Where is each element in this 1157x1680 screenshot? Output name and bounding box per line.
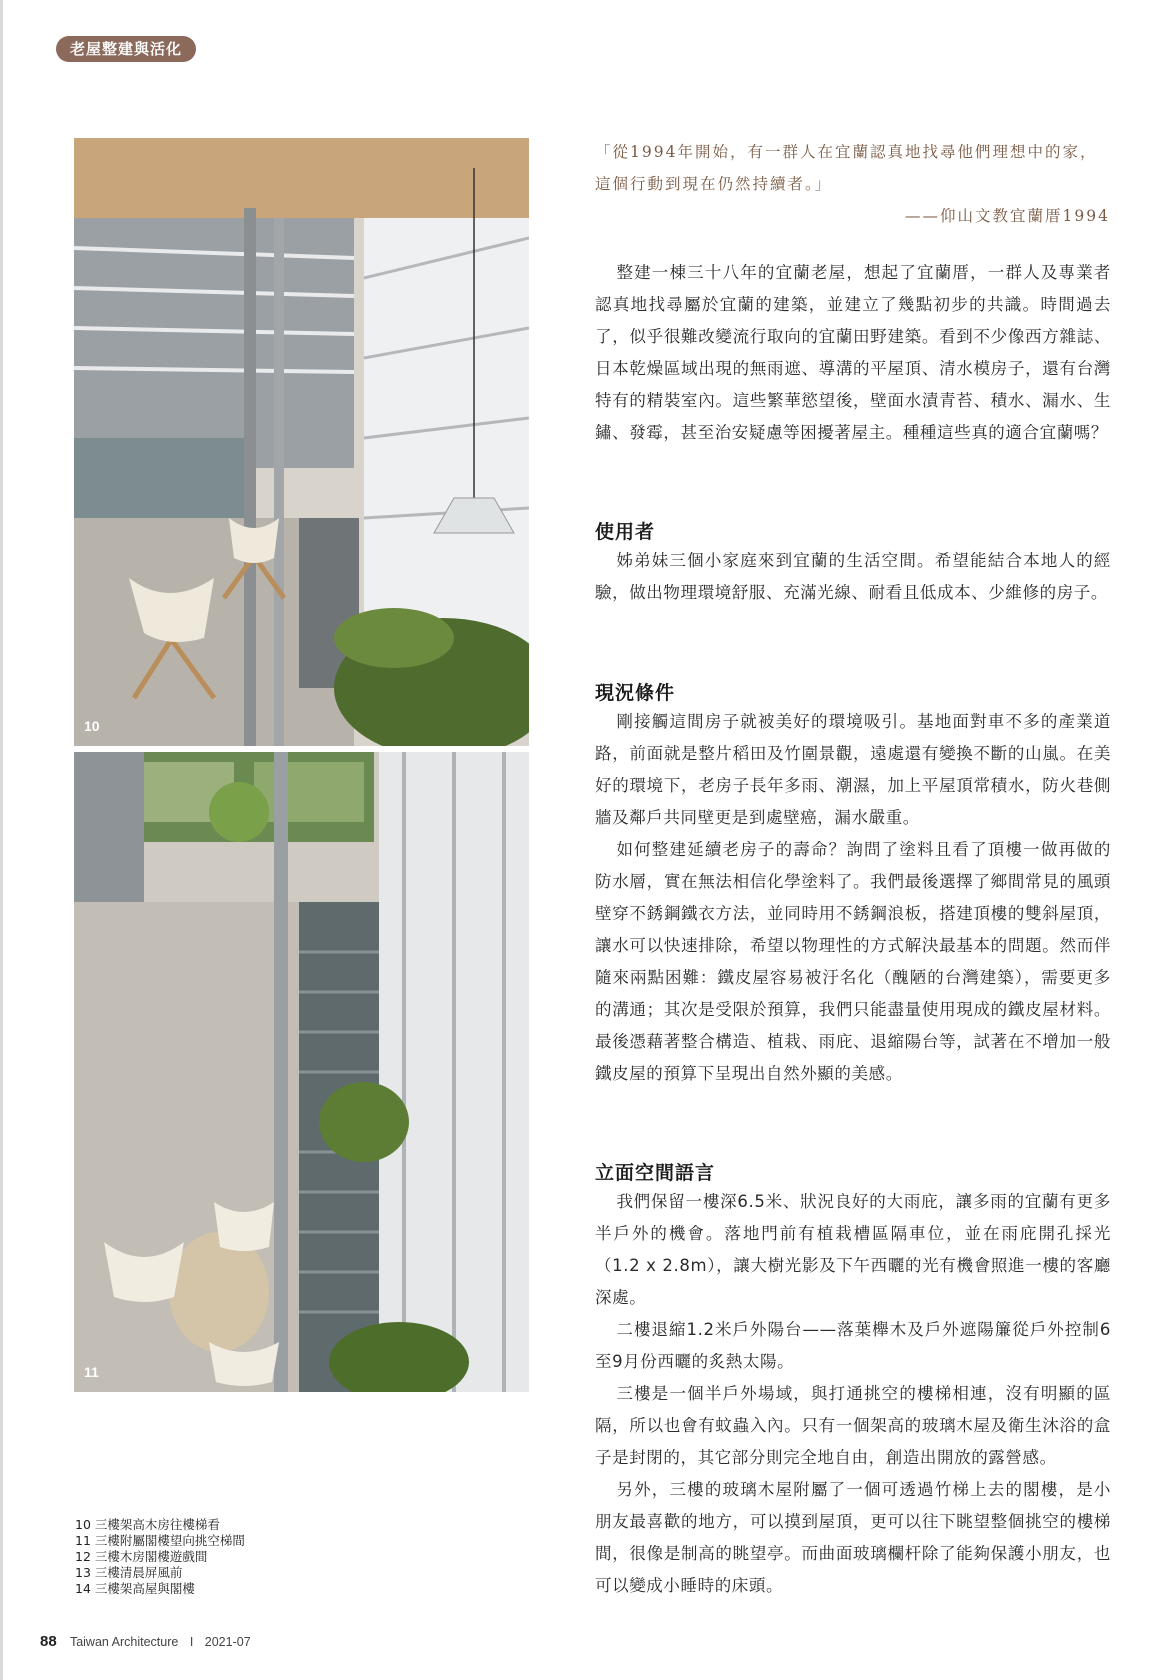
caption: 10 三樓架高木房往樓梯看 (75, 1517, 220, 1532)
photo-10 (74, 138, 529, 746)
issue-date: 2021-07 (204, 1635, 251, 1649)
page-footer (40, 1633, 251, 1650)
section-heading-conditions: 現況條件 (595, 682, 676, 704)
paragraph: 二樓退縮1.2米戶外陽台——落葉櫸木及戶外遮陽簾從戶外控制6至9月份西曬的炙熱太陽。 (595, 1320, 1111, 1371)
section-body-users (595, 545, 1111, 609)
quote-line: 「從1994年開始，有一群人在宜蘭認真地找尋他們理想中的家， (595, 143, 1098, 161)
caption: 11 三樓附屬閣樓望向挑空梯間 (75, 1533, 245, 1548)
quote-line: 這個行動到現在仍然持續者。」 (595, 175, 833, 193)
opening-quote (595, 136, 1110, 232)
quote-source: ——仰山文教宜蘭厝1994 (905, 207, 1110, 225)
photo-number: 10 (84, 718, 100, 734)
paragraph: 剛接觸這間房子就被美好的環境吸引。基地面對車不多的產業道路，前面就是整片稻田及竹圍景觀，遠處還有變換不斷的山嵐。在美好的環境下，老房子長年多雨、潮濕，加上平屋頂常積水，防火巷側牆及鄰戶共同壁更是到處壁癌，漏水嚴重。 (595, 712, 1111, 827)
paragraph: 姊弟妹三個小家庭來到宜蘭的生活空間。希望能結合本地人的經驗，做出物理環境舒服、充滿光線、耐看且低成本、少維修的房子。 (595, 551, 1111, 602)
photo-captions (75, 1517, 245, 1597)
photo-11-illustration (74, 752, 529, 1392)
magazine-name: Taiwan Architecture (69, 1635, 179, 1649)
intro-paragraph (595, 257, 1111, 449)
caption: 12 三樓木房閣樓遊戲間 (75, 1549, 208, 1564)
section-body-facade (595, 1186, 1111, 1602)
paragraph: 如何整建延續老房子的壽命？詢問了塗料且看了頂樓一做再做的防水層，實在無法相信化學塗料了。我們最後選擇了鄉間常見的風頭壁穿不銹鋼鐵衣方法，並同時用不銹鋼浪板，搭建頂樓的雙斜屋頂，讓水可以快速排除，希望以物理性的方式解決最基本的問題。然而伴隨來兩點困難：鐵皮屋容易被汙名化（醜陋的台灣建築），需要更多的溝通；其次是受限於預算，我們只能盡量使用現成的鐵皮屋材料。最後憑藉著整合構造、植栽、雨庇、退縮陽台等，試著在不增加一般鐵皮屋的預算下呈現出自然外顯的美感。 (595, 840, 1111, 1083)
photo-11 (74, 752, 529, 1392)
section-heading-users: 使用者 (595, 521, 656, 543)
paragraph: 三樓是一個半戶外場域，與打通挑空的樓梯相連，沒有明顯的區隔，所以也會有蚊蟲入內。只有一個架高的玻璃木屋及衛生沐浴的盒子是封閉的，其它部分則完全地自由，創造出開放的露營感。 (595, 1384, 1111, 1467)
footer-separator: I (189, 1635, 194, 1649)
photo-10-illustration (74, 138, 529, 746)
paragraph: 我們保留一樓深6.5米、狀況良好的大雨庇，讓多雨的宜蘭有更多半戶外的機會。落地門前有植栽槽區隔車位，並在雨庇開孔採光（1.2 x 2.8m），讓大樹光影及下午西曬的光有機會照進一樓的客廳深處。 (595, 1192, 1111, 1307)
section-body-conditions (595, 706, 1111, 1090)
photo-number: 11 (84, 1364, 99, 1380)
caption: 14 三樓架高屋與閣樓 (75, 1581, 195, 1596)
page-number: 88 (40, 1633, 57, 1650)
page-edge-rule (0, 0, 3, 1680)
section-heading-facade: 立面空間語言 (595, 1162, 716, 1184)
section-tag: 老屋整建與活化 (56, 36, 196, 62)
paragraph: 整建一棟三十八年的宜蘭老屋，想起了宜蘭厝，一群人及專業者認真地找尋屬於宜蘭的建築，並建立了幾點初步的共識。時間過去了，似乎很難改變流行取向的宜蘭田野建築。看到不少像西方雜誌、日本乾燥區域出現的無雨遮、導溝的平屋頂、清水模房子，還有台灣特有的精裝室內。這些繁華慾望後，壁面水漬青苔、積水、漏水、生鏽、發霉，甚至治安疑慮等困擾著屋主。種種這些真的適合宜蘭嗎？ (595, 263, 1111, 442)
paragraph: 另外，三樓的玻璃木屋附屬了一個可透過竹梯上去的閣樓，是小朋友最喜歡的地方，可以摸到屋頂，更可以往下眺望整個挑空的樓梯間，很像是制高的眺望亭。而曲面玻璃欄杆除了能夠保護小朋友，也可以變成小睡時的床頭。 (595, 1480, 1111, 1595)
caption: 13 三樓清晨屏風前 (75, 1565, 183, 1580)
